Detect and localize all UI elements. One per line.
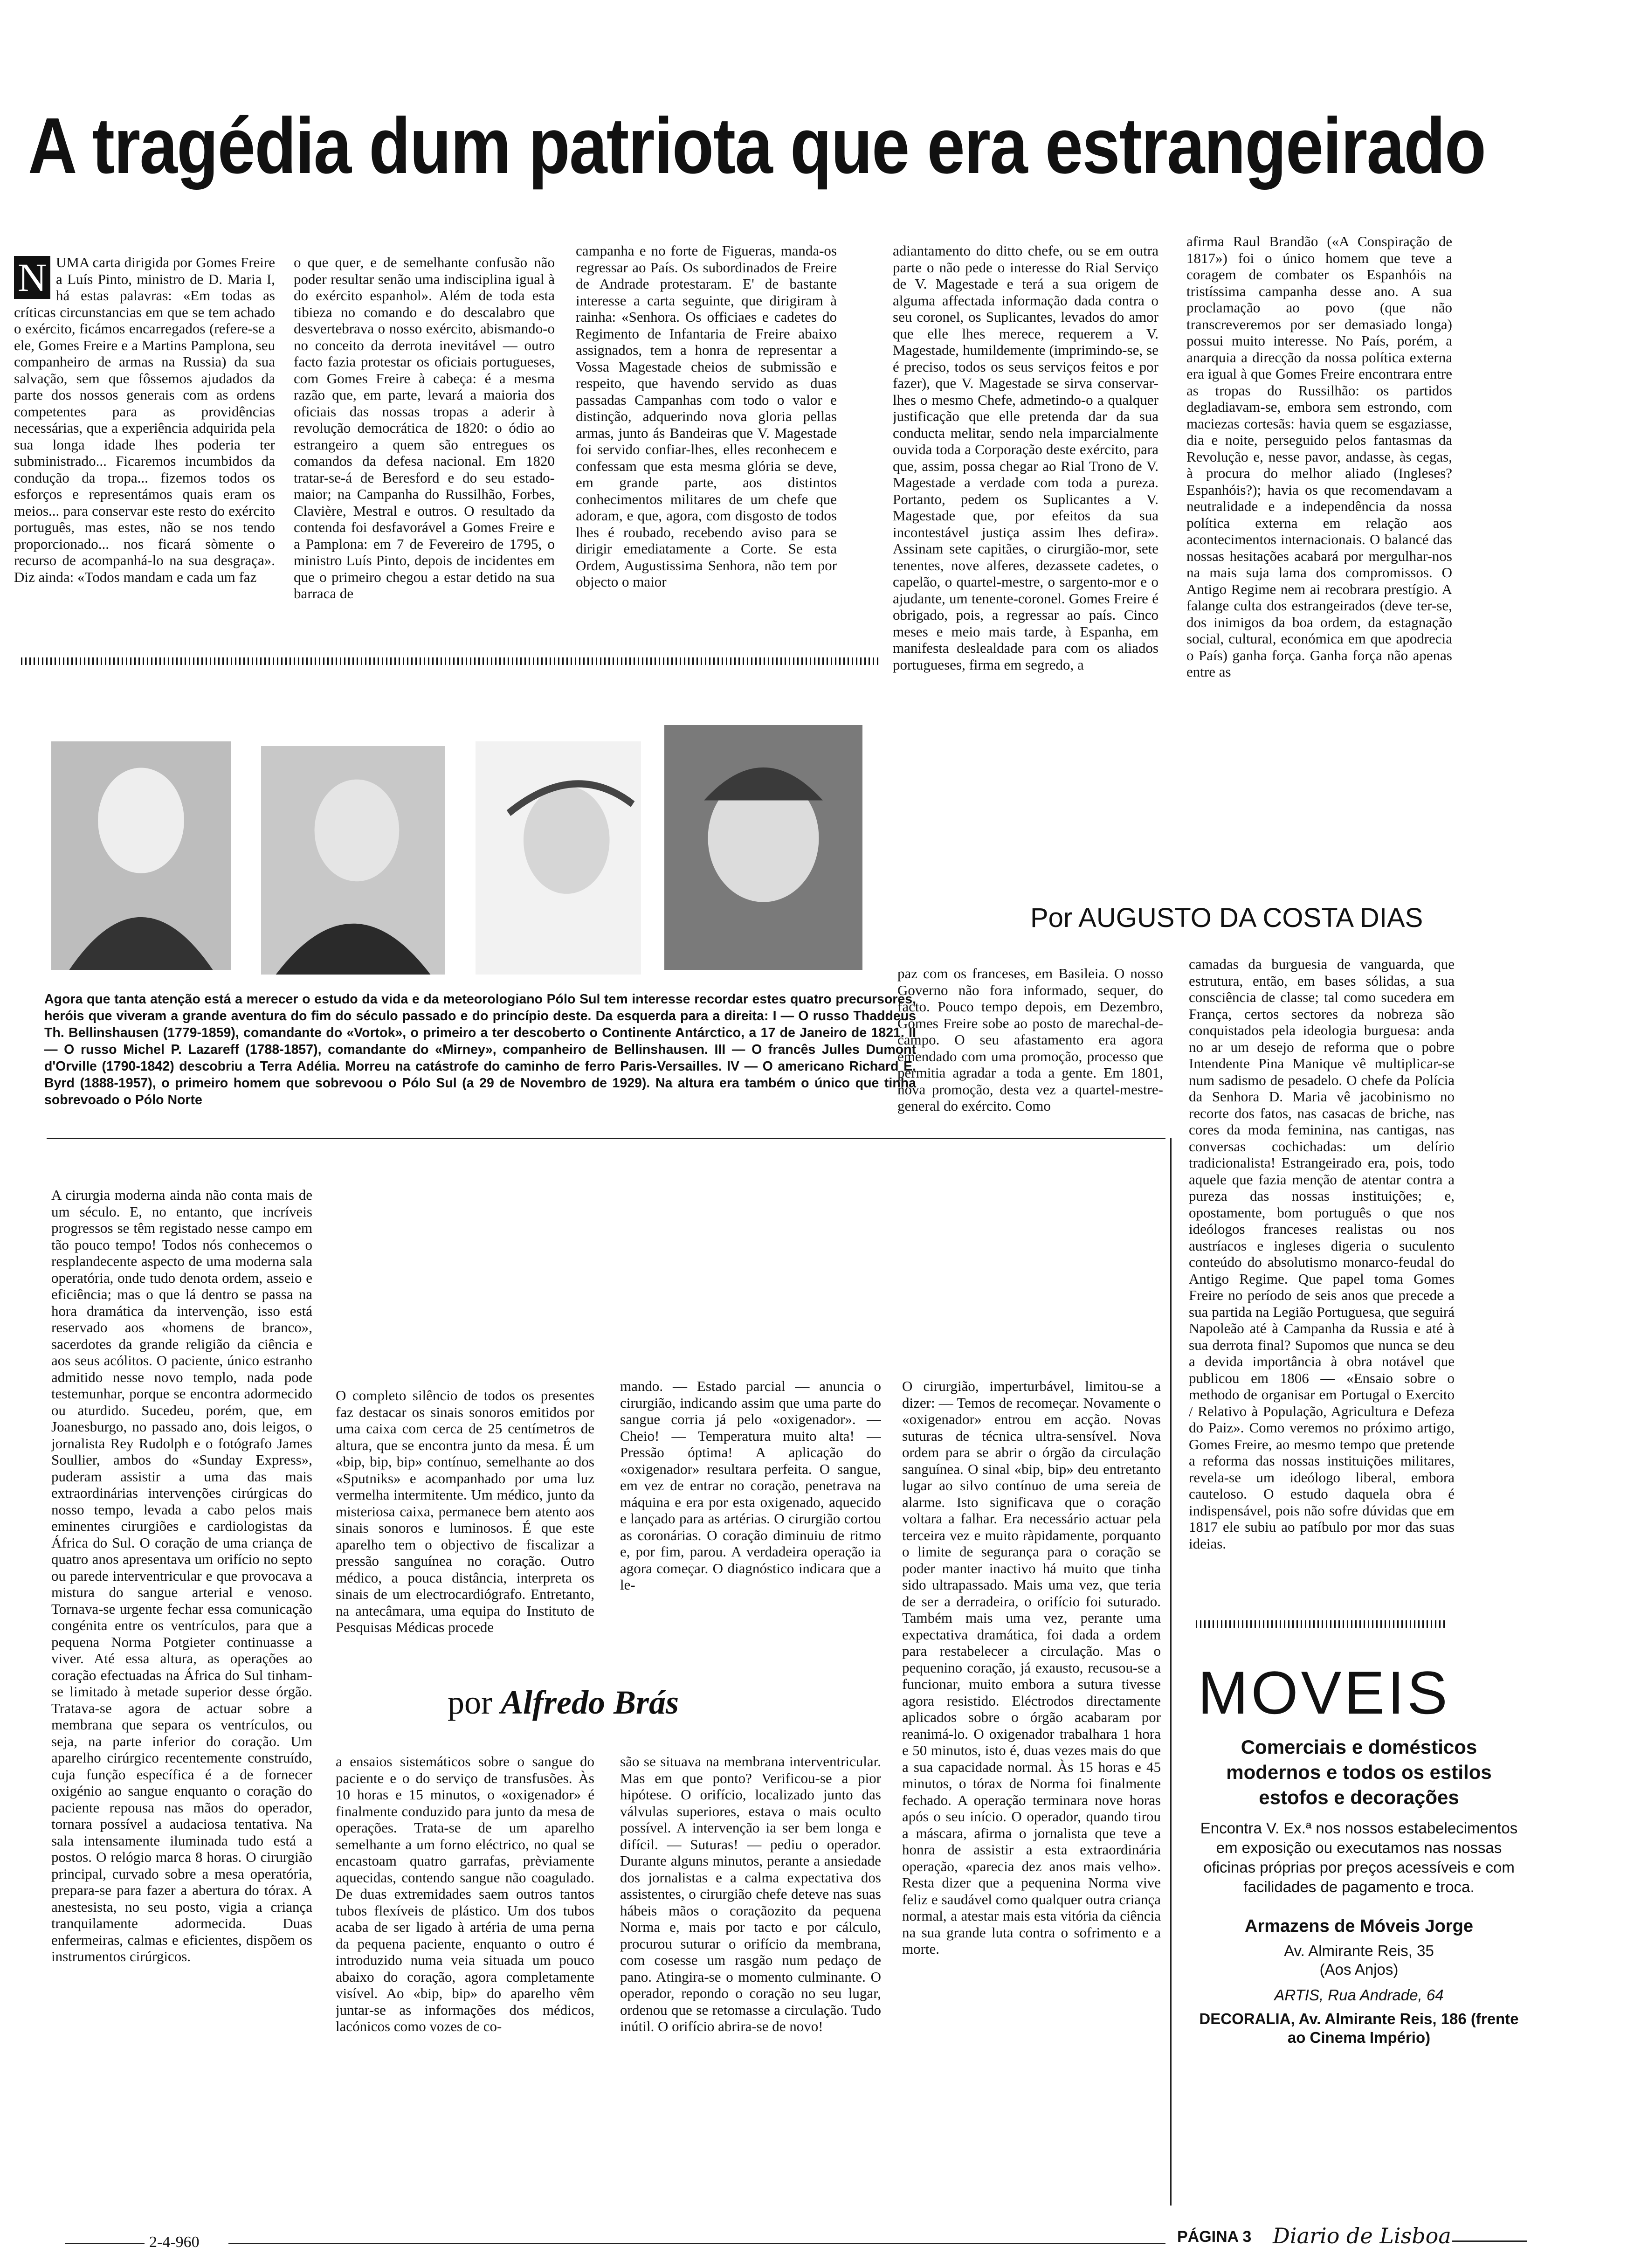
- footer-page-number: PÁGINA 3: [1177, 2228, 1252, 2246]
- section-divider-vertical: [1170, 1138, 1172, 2206]
- column-text: são se situava na membrana interventricular. Mas em que ponto? Verificou-se a pior hipótese. O orifício, localizado junto das válvulas superiores, estava o mais oculto possível. A intervenção ia ser bem longa e difícil. — Suturas! — pediu o operador. Durante alguns minutos, perante a ansiedade dos jornalistas e a calma expectativa dos assistentes, o cirurgião chefe deteve nas suas hábeis mãos o coraçãozito da pequena Norma e, mais por tacto e por cálculo, procurou suturar o orifício da membrana, com cosesse um rasgão num pedaço de pano. Atingira-se o momento culminante. O operador, repondo o coração no seu lugar, ordenou que se retomasse a circulação. Tudo inútil. O orifício abrira-se de novo!: [620, 1753, 881, 2034]
- section-divider: [47, 1138, 1165, 1139]
- article-column-6: [897, 965, 1163, 1119]
- ad-address-1b: (Aos Anjos): [1319, 1961, 1399, 1978]
- surgery-column-2: [336, 1387, 594, 1648]
- ad-separator: [1196, 1620, 1448, 1628]
- surgery-column-3: [336, 1753, 594, 2196]
- article-column-3: [576, 242, 837, 643]
- ad-company: Armazens de Móveis Jorge: [1245, 1916, 1473, 1936]
- footer-date: 2-4-960: [149, 2233, 200, 2251]
- portrait-byrd: [664, 725, 862, 970]
- column-text: mando. — Estado parcial — anuncia o cirurgião, indicando assim que uma parte do sangue corria já pelo «oxigenador». — Cheio! — Temperatura muito alta! — Pressão óptima! A aplicação do «oxigenador» resultara perfeita. O sangue, em vez de entrar no coração, penetrava na máquina e era por esta oxigenado, aquecido e lançado para as artérias. O cirurgião cortou as coronárias. O coração diminuiu de ritmo e, por fim, parou. A verdadeira operação ia agora começar. O diagnóstico indicara que a le-: [620, 1378, 881, 1593]
- article-column-4: [893, 242, 1158, 709]
- article-column-7: [1189, 956, 1455, 1604]
- column-text: a ensaios sistemáticos sobre o sangue do paciente e o do serviço de transfusões. Às 10 horas e 15 minutos, o «oxigenador» é finalmente conduzido para junto da mesa de operações. Trata-se de um aparelho semelhante a um forno eléctrico, no qual se encastoam quatro garrafas, prèviamente aquecidas, contendo sangue não coagulado. De duas extremidades saem outros tantos tubos flexíveis de plástico. Um dos tubos acaba de ser ligado à artéria de uma perna da pequena paciente, enquanto o outro é introduzido numa veia situada um pouco abaixo do coração, agora completamente visível. Ao «bip, bip» do aparelho vêm juntar-se as informações dos médicos, lacónicos como vozes de co-: [336, 1753, 594, 2034]
- column-text: o que quer, e de semelhante confusão não poder resultar senão uma indisciplina igual à do exército espanhol». Além de toda esta tibieza no comando e do descalabro que desvertebrava o nosso exército, abismando-o no conceito da derrota inevitável — outro facto fazia protestar os oficiais portugueses, com Gomes Freire à cabeça: é a mesma razão que, em parte, levará a maioria dos oficiais das nossas tropas a aderir à revolução democrática de 1820: o ódio ao estrangeiro a quem são entregues os comandos da defesa nacional. Em 1820 tratar-se-á de Beresford e do seu estado-maior; na Campanha do Russilhão, Forbes, Clavière, Mestral e outros. O resultado da contenda foi desfavorável a Gomes Freire e a Pamplona: em 7 de Fevereiro de 1795, o ministro Luís Pinto, depois de incidentes em que o primeiro chegou a estar detido na sua barraca de: [294, 254, 555, 602]
- article-column-2: [294, 254, 555, 646]
- ad-address-1: Av. Almirante Reis, 35: [1284, 1942, 1434, 1959]
- byline-augusto-costa-dias: Por AUGUSTO DA COSTA DIAS: [1030, 903, 1423, 933]
- byline-name: Alfredo Brás: [500, 1684, 679, 1721]
- portrait-bellinshausen: [51, 741, 231, 970]
- footer-newspaper-name: Diario de Lisboa: [1273, 2223, 1451, 2248]
- surgery-column-4: [620, 1378, 881, 1672]
- column-text: paz com os franceses, em Basileia. O nosso Governo não fora informado, sequer, do facto. Pouco tempo depois, em Dezembro, Gomes Freire sobe ao posto de marechal-de-campo. O seu afastamento era agora emendado com uma promoção, processo que permitia agradar a toda a gente. Em 1801, nova promoção, desta vez a quartel-mestre-general do exército. Como: [897, 965, 1163, 1114]
- portrait-lazareff: [261, 746, 445, 975]
- footer-rule-left: [65, 2243, 145, 2244]
- surgery-column-5: [620, 1753, 881, 2196]
- byline-alfredo-bras: [448, 1683, 679, 1722]
- ad-subtitle: Comerciais e domésticos modernos e todos os estilos estofos e decorações: [1226, 1736, 1492, 1808]
- ad-address-2: ARTIS, Rua Andrade, 64: [1274, 1986, 1444, 2004]
- ad-body: Encontra V. Ex.ª nos nossos estabelecimentos em exposição ou executamos nas nossas oficinas próprias por preços acessíveis e com facilidades de pagamento e troca.: [1200, 1819, 1518, 1895]
- headline: A tragédia dum patriota que era estrangeirado: [28, 102, 1486, 190]
- article-column-5: [1186, 233, 1452, 704]
- surgery-column-6: [902, 1378, 1161, 2196]
- column-text: O completo silêncio de todos os presentes faz destacar os sinais sonoros emitidos por uma caixa com cerca de 25 centímetros de altura, que se encontra junto da mesa. É um «bip, bip, bip» contínuo, semelhante ao dos «Sputniks» e acompanhado por uma luz vermelha intermitente. Um médico, junto da misteriosa caixa, permanece bem atento aos sinais sonoros e luminosos. É que este aparelho tem o objectivo de fiscalizar a pressão sanguínea no coração. Outro médico, a pouca distância, interpreta os sinais de um electrocardiógrafo. Entretanto, na antecâmara, uma equipa do Instituto de Pesquisas Médicas procede: [336, 1387, 594, 1635]
- article-column-1: [14, 254, 275, 646]
- ad-address-3: DECORALIA, Av. Almirante Reis, 186 (frente ao Cinema Império): [1199, 2010, 1519, 2046]
- surgery-column-1: [51, 1187, 312, 2201]
- column-text: adiantamento do ditto chefe, ou se em outra parte o não pede o interesse do Rial Serviço de V. Magestade e terá a sua origem de alguma affectada informação dada contra o seu coronel, os Suplicantes, levados do amor que elle lhes merece, requerem a V. Magestade, humildemente (imprimindo-se, se é preciso, todos os seus serviços feitos e por fazer), que V. Magestade se sirva conservar-lhes o mesmo Chefe, admetindo-o a qualquer justificação que elle pretenda dar da sua conducta melitar, sendo nela imparcialmente ouvida toda a Corporação deste exército, para que, assim, possa chegar ao Rial Trono de V. Magestade a verdade com toda a pureza. Portanto, pedem os Suplicantes a V. Magestade que, por efeitos da sua incontestável justiça assim lhes defira». Assinam sete capitães, o cirurgião-mor, sete tenentes, nove alferes, dezassete cadetes, o capelão, o quartel-mestre, o sargento-mor e o ajudante, um tenente-coronel. Gomes Freire é obrigado, pois, a regressar ao país. Cinco meses e meio mais tarde, à Espanha, em manifesta deslealdade para com os aliados portugueses, firma em segredo, a: [893, 242, 1158, 673]
- column-separator: [21, 657, 879, 665]
- byline-prefix: por: [448, 1684, 492, 1721]
- portrait-dumont-durville: [476, 741, 641, 975]
- column-text: camadas da burguesia de vanguarda, que estrutura, então, em bases sólidas, a sua consciência de classe; tal como sucedera em França, certos sectores da nobreza são conquistados pela ideologia burguesa: anda no ar um desejo de reforma que o pobre Intendente Pina Manique vê multiplicar-se num sadismo de pesadelo. O chefe da Polícia da Senhora D. Maria vê jacobinismo no recorte dos fatos, nas casacas de briche, nas cores da moda feminina, nas cantigas, nas conversas cochichadas: um delírio tradicionalista! Estrangeirado era, pois, todo aquele que fazia menção de atentar contra a pureza das nossas instituições; e, opostamente, bom português o que nos ideólogos franceses realistas ou nos austríacos e ingleses digeria o suculento conteúdo do absolutismo monarco-feudal do Antigo Regime. Que papel toma Gomes Freire no período de seis anos que precede a sua partida na Legião Portuguesa, que seguirá Napoleão até à Campanha da Russia e até à sua derrota final? Supomos que nunca se deu a devida importância à obra notável que publicou em 1806 — «Ensaio sobre o methodo de organisar em Portugal o Exercito / Relativo à População, Agricultura e Defeza do Paiz». Como veremos no próximo artigo, Gomes Freire, ao mesmo tempo que pretende a reforma das nossas instituições militares, revela-se um ideólogo liberal, embora cauteloso. O estudo daquela obra é indispensável, pois não sofre dúvidas que em 1817 ele subiu ao patíbulo por mor das suas ideias.: [1189, 956, 1455, 1552]
- photo-caption: Agora que tanta atenção está a merecer o estudo da vida e da meteorologiano Pólo Sul tem interesse recordar estes quatro precursores, heróis que viveram a grande aventura do fim do século passado e do princípio deste. Da esquerda para a direita: I — O russo Thaddeus Th. Bellinshausen (1779-1859), comandante do «Vortok», o primeiro a ter descoberto o Continente Antárctico, a 17 de Janeiro de 1821. II — O russo Michel P. Lazareff (1788-1857), comandante do «Mirney», companheiro de Bellinshausen. III — O francês Julles Dumont d'Orville (1790-1842) descobriu a Terra Adélia. Morreu na catástrofe do caminho de ferro Paris-Versailles. IV — O americano Richard E. Byrd (1888-1957), o primeiro homem que sobrevoou o Pólo Sul (a 29 de Novembro de 1929). Na altura era também o único que tinha sobrevoado o Pólo Norte: [44, 992, 916, 1107]
- footer-rule-right: [1452, 2240, 1527, 2242]
- ad-title: MOVEIS: [1198, 1659, 1450, 1727]
- column-text: UMA carta dirigida por Gomes Freire a Luís Pinto, ministro de D. Maria I, há estas palavras: «Em todas as críticas circunstancias em que se tem achado o exército, ficámos encarregados (refere-se a ele, Gomes Freire e a Martins Pamplona, seu companheiro de armas na Russia) da sua salvação, sem que fôssemos ajudados da parte dos nossos generais com as ordens competentes para as providências necessárias, que a experiência adquirida pela sua longa idade lhes poderia ter subministrado... Ficaremos incumbidos da condução da tropa... fizemos todos os esforços e representámos quais eram os meios... para conservar este resto do exército português, mas estes, não se nos tendo proporcionado... nos ficará sòmente o recurso de acompanhá-lo na sua desgraça». Diz ainda: «Todos mandam e cada um faz: [14, 254, 275, 585]
- column-text: A cirurgia moderna ainda não conta mais de um século. E, no entanto, que incríveis progressos se têm registado nesse campo em tão pouco tempo! Todos nós conhecemos o resplandecente aspecto de uma moderna sala operatória, onde tudo denota ordem, asseio e eficiência; mas o que lá dentro se passa na hora dramática da intervenção, isso está reservado aos «homens de branco», sacerdotes da grande religião da ciência e aos seus acólitos. O paciente, único estranho admitido nesse novo templo, nada pode testemunhar, porque se encontra adormecido ou aturdido. Sucedeu, porém, que, em Joanesburgo, no passado ano, dois leigos, o jornalista Rey Rudolph e o fotógrafo James Soullier, ambos do «Sunday Express», puderam assistir a uma das mais extraordinárias intervenções cirúrgicas do nosso tempo, levada a cabo pelos mais eminentes cirurgiões e cardiologistas da África do Sul. O coração de uma criança de quatro anos apresentava um orifício no septo ou parede interventricular e que provocava a mistura do sangue arterial e venoso. Tornava-se urgente fechar essa comunicação congénita entre os ventrículos, para que a pequena Norma Potgieter continuasse a viver. Até essa altura, as operações ao coração efectuadas na África do Sul tinham-se limitado à metade superior desse órgão. Tratava-se agora de actuar sobre a membrana que separa os ventrículos, ou seja, na parte inferior do coração. Um aparelho cirúrgico recentemente construído, cuja função específica é a de fornecer oxigénio ao sangue enquanto o coração do paciente repousa nas mãos do operador, tornara possível a audaciosa tentativa. Na sala intensamente iluminada tudo está a postos. O relógio marca 8 horas. O cirurgião principal, curvado sobre a mesa operatória, prepara-se para fazer a abertura do tórax. A anestesista, no seu posto, vigia a criança tranquilamente adormecida. Duas enfermeiras, calmas e eficientes, dispõem os instrumentos cirúrgicos.: [51, 1187, 312, 1964]
- column-text: O cirurgião, imperturbável, limitou-se a dizer: — Temos de recomeçar. Novamente o «oxigenador» entrou em acção. Novas suturas de técnica ultra-sensível. Nova ordem para se abrir o órgão da circulação sanguínea. O sinal «bip, bip» deu entretanto lugar ao silvo contínuo de uma sereia de alarme. Isto significava que o coração voltara a falhar. Era necessário actuar pela terceira vez e muito ràpidamente, porquanto o limite de segurança para o coração se poder manter inactivo há muito que tinha sido ultrapassado. Mais uma vez, que teria de ser a derradeira, o orifício foi suturado. Também mais uma vez, perante uma expectativa dramática, foi dada a ordem para restabelecer a circulação. Mas o pequenino coração, já exausto, recusou-se a funcionar, muito embora a sutura tivesse agora resistido. Eléctrodos directamente aplicados sobre o órgão acabaram por reanimá-lo. O oxigenador trabalhara 1 hora e 50 minutos, isto é, duas vezes mais do que a sua capacidade normal. Às 15 horas e 45 minutos, o tórax de Norma foi finalmente fechado. A operação terminara nove horas após o seu início. O operador, quando tirou a máscara, afirma o jornalista que teve a honra de assistir a esta extraordinária operação, «parecia dez anos mais velho». Resta dizer que a pequenina Norma vive feliz e saudável como qualquer outra criança normal, a atestar mais esta vitória da ciência na sua grande luta contra o sofrimento e a morte.: [902, 1378, 1161, 1957]
- footer-rule-mid: [228, 2243, 1165, 2244]
- column-text: afirma Raul Brandão («A Conspiração de 1817») foi o único homem que teve a coragem de combater os Espanhóis na tristíssima campanha desse ano. A sua proclamação ao povo (que não transcreveremos por ser demasiado longa) possui muito interesse. No País, porém, a anarquia a direcção da nossa política externa era igual à que Gomes Freire encontrara entre as tropas do Russilhão: os partidos degladiavam-se, embora sem estrondo, com maciezas cortesãs: havia quem se esgaziasse, dia e noite, perseguido pelos fantasmas da Revolução e, nesse pavor, andasse, às cegas, à procura do melhor aliado (Ingleses? Espanhóis?); havia os que recomendavam a neutralidade e a independência da nossa política externa em relação aos acontecimentos internacionais. O balancé das nossas hesitações acabará por mergulhar-nos na mais suja lama dos compromissos. O Antigo Regime nem ai recobrara prestígio. A falange culta dos estrangeirados (deve ter-se, dos inimigos da boa ordem, da estagnação social, cultural, económica em que apodrecia o País) ganha força. Ganha força não apenas entre as: [1186, 233, 1452, 680]
- dropcap: N: [14, 256, 50, 299]
- column-text: campanha e no forte de Figueras, manda-os regressar ao País. Os subordinados de Freire de Andrade protestaram. E' de bastante interesse a carta seguinte, que dirigiram à rainha: «Senhora. Os officiaes e cadetes do Regimento de Infantaria de Freire abaixo assignados, tem a honra de representar a Vossa Magestade cheios de submissão e respeito, que havendo servido as duas passadas Campanhas com todo o valor e distinção, adquerindo nova gloria pellas armas, junto ás Bandeiras que V. Magestade foi servido confiar-lhes, elles reconhecem e confessam que esta mesma glória se deve, em grande parte, aos distintos conhecimentos militares de um chefe que adoram, e que, agora, com disgosto de todos lhes é roubado, recebendo aviso para se dirigir emediatamente a Corte. Se esta Ordem, Augustissima Senhora, não tem por objecto o maior: [576, 242, 837, 590]
